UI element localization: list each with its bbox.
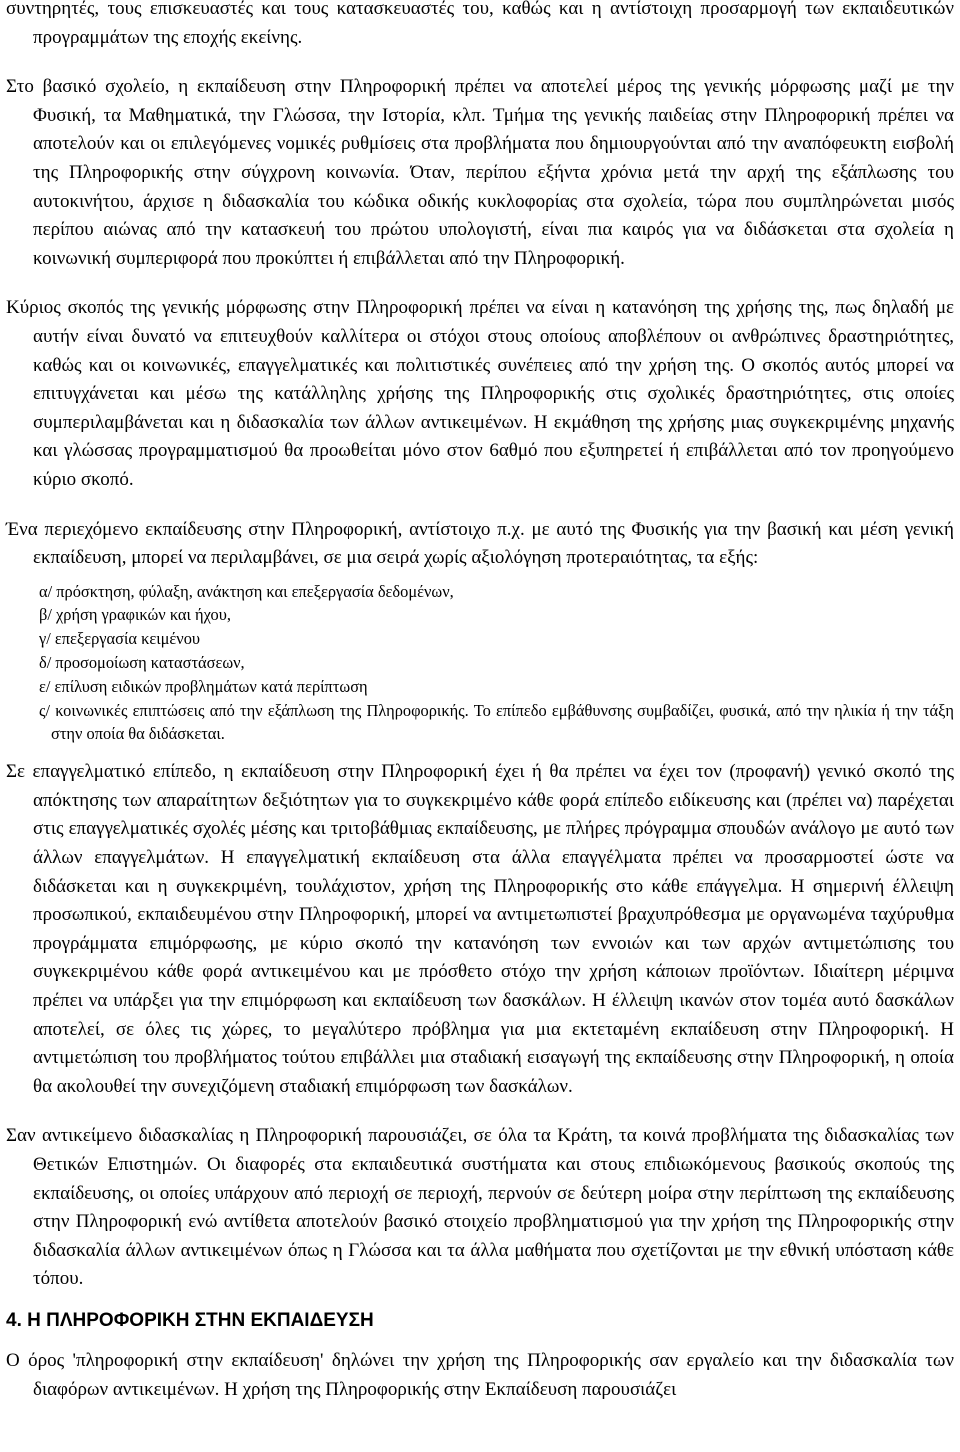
paragraph-basic-school: Στο βασικό σχολείο, η εκπαίδευση στην Πληροφορική πρέπει να αποτελεί μέρος της γενικής μόρφωσης μαζί με την Φυσική, τα Μαθηματικά, την Γλώσσα, την Ιστορία, κλπ. Τμήμα της γενικής παιδείας στην Πληροφορική πρέπει να αποτελούν και οι επιλεγόμενες νομικές ρυθμίσεις στα προβλήματα που δημιουργούνται από την αναπόφευκτη εισβολή της Πληροφορικής στην σύγχρονη κοινωνία. Όταν, περίπου εξήντα χρόνια μετά την αρχή της εξάπλωσης του αυτοκινήτου, άρχισε η διδασκαλία του κώδικα οδικής κυκλοφορίας στα σχολεία, τώρα που συμπληρώνεται μισός περίπου αιώνας από την κατασκευή του πρώτου υπολογιστή, είναι πια καιρός για να διδάσκεται στα σχολεία η κοινωνική συμπεριφορά που προκύπτει ή επιβάλλεται από την Πληροφορική. [6,76,954,269]
list-item: γ/ επεξεργασία κειμένου [39,629,201,649]
list-item: β/ χρήση γραφικών και ήχου, [39,605,231,625]
paragraph-professional-level: Σε επαγγελματικό επίπεδο, η εκπαίδευση στην Πληροφορική έχει ή θα πρέπει να έχει τον (προφανή) γενικό σκοπό της απόκτησης των απαραίτητων δεξιότητων για το συγκεκριμένο κάθε φορά επίπεδο ειδίκευσης και (πρέπει να) παρέχεται στις επαγγελματικές σχολές μέσης και τριτοβάθμιας εκπαίδευσης, με πλήρες πρόγραμμα σπουδών ανάλογο με αυτό των άλλων επαγγελμάτων. Η επαγγελματική εκπαίδευση στα άλλα επαγγέλματα πρέπει να προσαρμοστεί ώστε να διδάσκεται και η συγκεκριμένη, τουλάχιστον, χρήση της Πληροφορικής στο κάθε επάγγελμα. Η σημερινή έλλειψη προσωπικού, εκπαιδευμένου στην Πληροφορική, μπορεί να αντιμετωπιστεί βραχυπρόθεσμα με οργανωμένα ταχύρυθμα προγράμματα επιμόρφωσης, με κύριο σκοπό την κατανόηση των εννοιών και των αρχών αντιμετώπισης του συγκεκριμένου κάθε φορά αντικειμένου και με πρόσθετο στόχο την χρήση κάποιων προϊόντων. Ιδιαίτερη μέριμνα πρέπει να υπάρξει για την επιμόρφωση και εκπαίδευση των δασκάλων. Η έλλειψη ικανών στον τομέα αυτό δασκάλων αποτελεί, σε όλες τις χώρες, το μεγαλύτερο πρόβλημα για μια εκτεταμένη εκπαίδευση στην Πληροφορική. Η αντιμετώπιση του προβλήματος τούτου επιβάλλει μια σταδιακή εισαγωγή της εκπαίδευσης στην Πληροφορική, η οποία θα ακολουθεί την συνεχιζόμενη σταδιακή επιμόρφωση των δασκάλων. [6,761,954,1097]
section-heading: 4. Η ΠΛΗΡΟΦΟΡΙΚΗ ΣΤΗΝ ΕΚΠΑΙΔΕΥΣΗ [6,1309,374,1331]
paragraph-teaching-subject: Σαν αντικείμενο διδασκαλίας η Πληροφορική παρουσιάζει, σε όλα τα Κράτη, τα κοινά προβλήματα της διδασκαλίας των Θετικών Επιστημών. Οι διαφορές στα εκπαιδευτικά συστήματα και στους επιδιωκόμενους βασικούς σκοπούς της εκπαίδευσης, οι οποίες υπάρχουν από περιοχή σε περιοχή, περνούν σε δεύτερη μοίρα στην περίπτωση της εκπαίδευσης στην Πληροφορική ενώ αντίθετα αποτελούν βασικό στοιχείο προβληματισμού για την χρήση της Πληροφορικής στην διδασκαλία άλλων αντικειμένων όπως η Γλώσσα και τα άλλα μαθήματα που σχετίζονται με την εθνική υπόσταση κάθε τόπου. [6,1125,954,1290]
paragraph-content-intro: Ένα περιεχόμενο εκπαίδευσης στην Πληροφορική, αντίστοιχο π.χ. με αυτό της Φυσικής για την βασική και μέση γενική εκπαίδευση, μπορεί να περιλαμβάνει, σε μια σειρά χωρίς αξιολόγηση προτεραιότητας, τα εξής: [6,518,954,569]
content-list [6,580,954,747]
list-item: ς/ κοινωνικές επιπτώσεις από την εξάπλωση της Πληροφορικής. Το επίπεδο εμβάθυνσης συμβαδίζει, φυσικά, από την ηλικία ή την τάξη στην οποία θα διδάσκεται. [39,700,954,744]
paragraph-main-goal: Κύριος σκοπός της γενικής μόρφωσης στην Πληροφορική πρέπει να είναι η κατανόηση της χρήσης της, πως δηλαδή με αυτήν είναι δυνατό να επιτευχθούν καλλίτερα οι στόχοι στους οποίους αποβλέπουν οι ανθρώπινες δραστηριότητες, καθώς και οι κοινωνικές, επαγγελματικές και πολιτιστικές συνέπειες από την χρήση της. Ο σκοπός αυτός μπορεί να επιτυγχάνεται και μέσω της κατάλληλης χρήσης της Πληροφορικής στις σχολικές δραστηριότητες, στις οποίες συμπεριλαμβάνεται και η διδασκαλία των άλλων αντικειμένων. Η εκμάθηση της χρήσης μιας συγκεκριμένης μηχανής και γλώσσας προγραμματισμού θα προωθείται μόνο στον 6αθμό που εξυπηρετεί ή επιβάλλεται από τον προηγούμενο κύριο σκοπό. [6,297,954,490]
paragraph-term-definition: Ο όρος 'πληροφορική στην εκπαίδευση' δηλώνει την χρήση της Πληροφορικής σαν εργαλείο και την διδασκαλία των διαφόρων αντικειμένων. Η χρήση της Πληροφορικής στην Εκπαίδευση παρουσιάζει [6,1349,954,1400]
paragraph-continuation: συντηρητές, τους επισκευαστές και τους κατασκευαστές του, καθώς και η αντίστοιχη προσαρμογή των εκπαιδευτικών προγραμμάτων της εποχής εκείνης. [6,0,954,48]
list-item: ε/ επίλυση ειδικών προβλημάτων κατά περίπτωση [39,676,368,696]
list-item: α/ πρόσκτηση, φύλαξη, ανάκτηση και επεξεργασία δεδομένων, [39,581,454,601]
list-item: δ/ προσομοίωση καταστάσεων, [39,653,245,673]
